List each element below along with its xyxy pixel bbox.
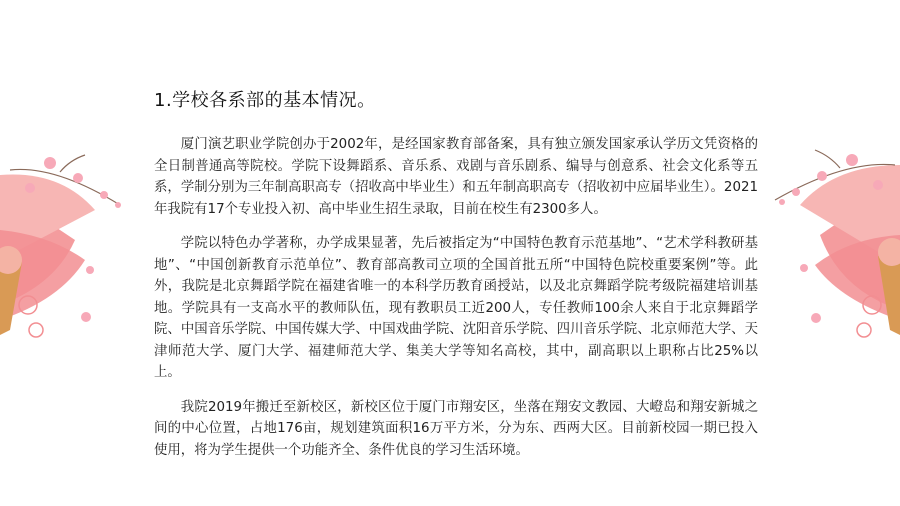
paragraph-achievements: 学院以特色办学著称，办学成果显著，先后被指定为“中国特色教育示范基地”、“艺术学科教研基地”、“中国创新教育示范单位”、教育部高教司立项的全国首批五所“中国特色院校重要案例”等。此外，我院是北京舞蹈学院在福建省唯一的本科学历教育函授站，以及北京舞蹈学院考级院福建培训基地。学院具有一支高水平的教师队伍，现有教职员工近200人，专任教师100余人来自于北京舞蹈学院、中国音乐学院、中国传媒大学、中国戏曲学院、沈阳音乐学院、四川音乐学院、北京师范大学、天津师范大学、厦门大学、福建师范大学、集美大学等知名高校，其中，副高职以上职称占比25%以上。 xyxy=(154,236,758,380)
paragraph-new-campus: 我院2019年搬迁至新校区，新校区位于厦门市翔安区，坐落在翔安文教园、大嶝岛和翔安新城之间的中心位置，占地176亩，规划建筑面积16万平方米，分为东、西两大区。目前新校园一期已投入使用，将为学生提供一个功能齐全、条件优良的学习生活环境。 xyxy=(154,399,758,458)
paragraph-founding: 厦门演艺职业学院创办于2002年，是经国家教育部备案，具有独立颁发国家承认学历文凭资格的全日制普通高等院校。学院下设舞蹈系、音乐系、戏剧与音乐剧系、编导与创意系、社会文化系等五系，学制分别为三年制高职高专（招收高中毕业生）和五年制高职高专（招收初中应届毕业生）。2021年我院有17个专业投入初、高中毕业生招生录取，目前在校生有2300多人。 xyxy=(154,137,758,217)
document-body xyxy=(154,86,758,474)
section-heading: 1.学校各系部的基本情况。 xyxy=(154,90,376,111)
left-blossom-decoration xyxy=(0,0,140,506)
right-blossom-decoration xyxy=(760,0,900,506)
